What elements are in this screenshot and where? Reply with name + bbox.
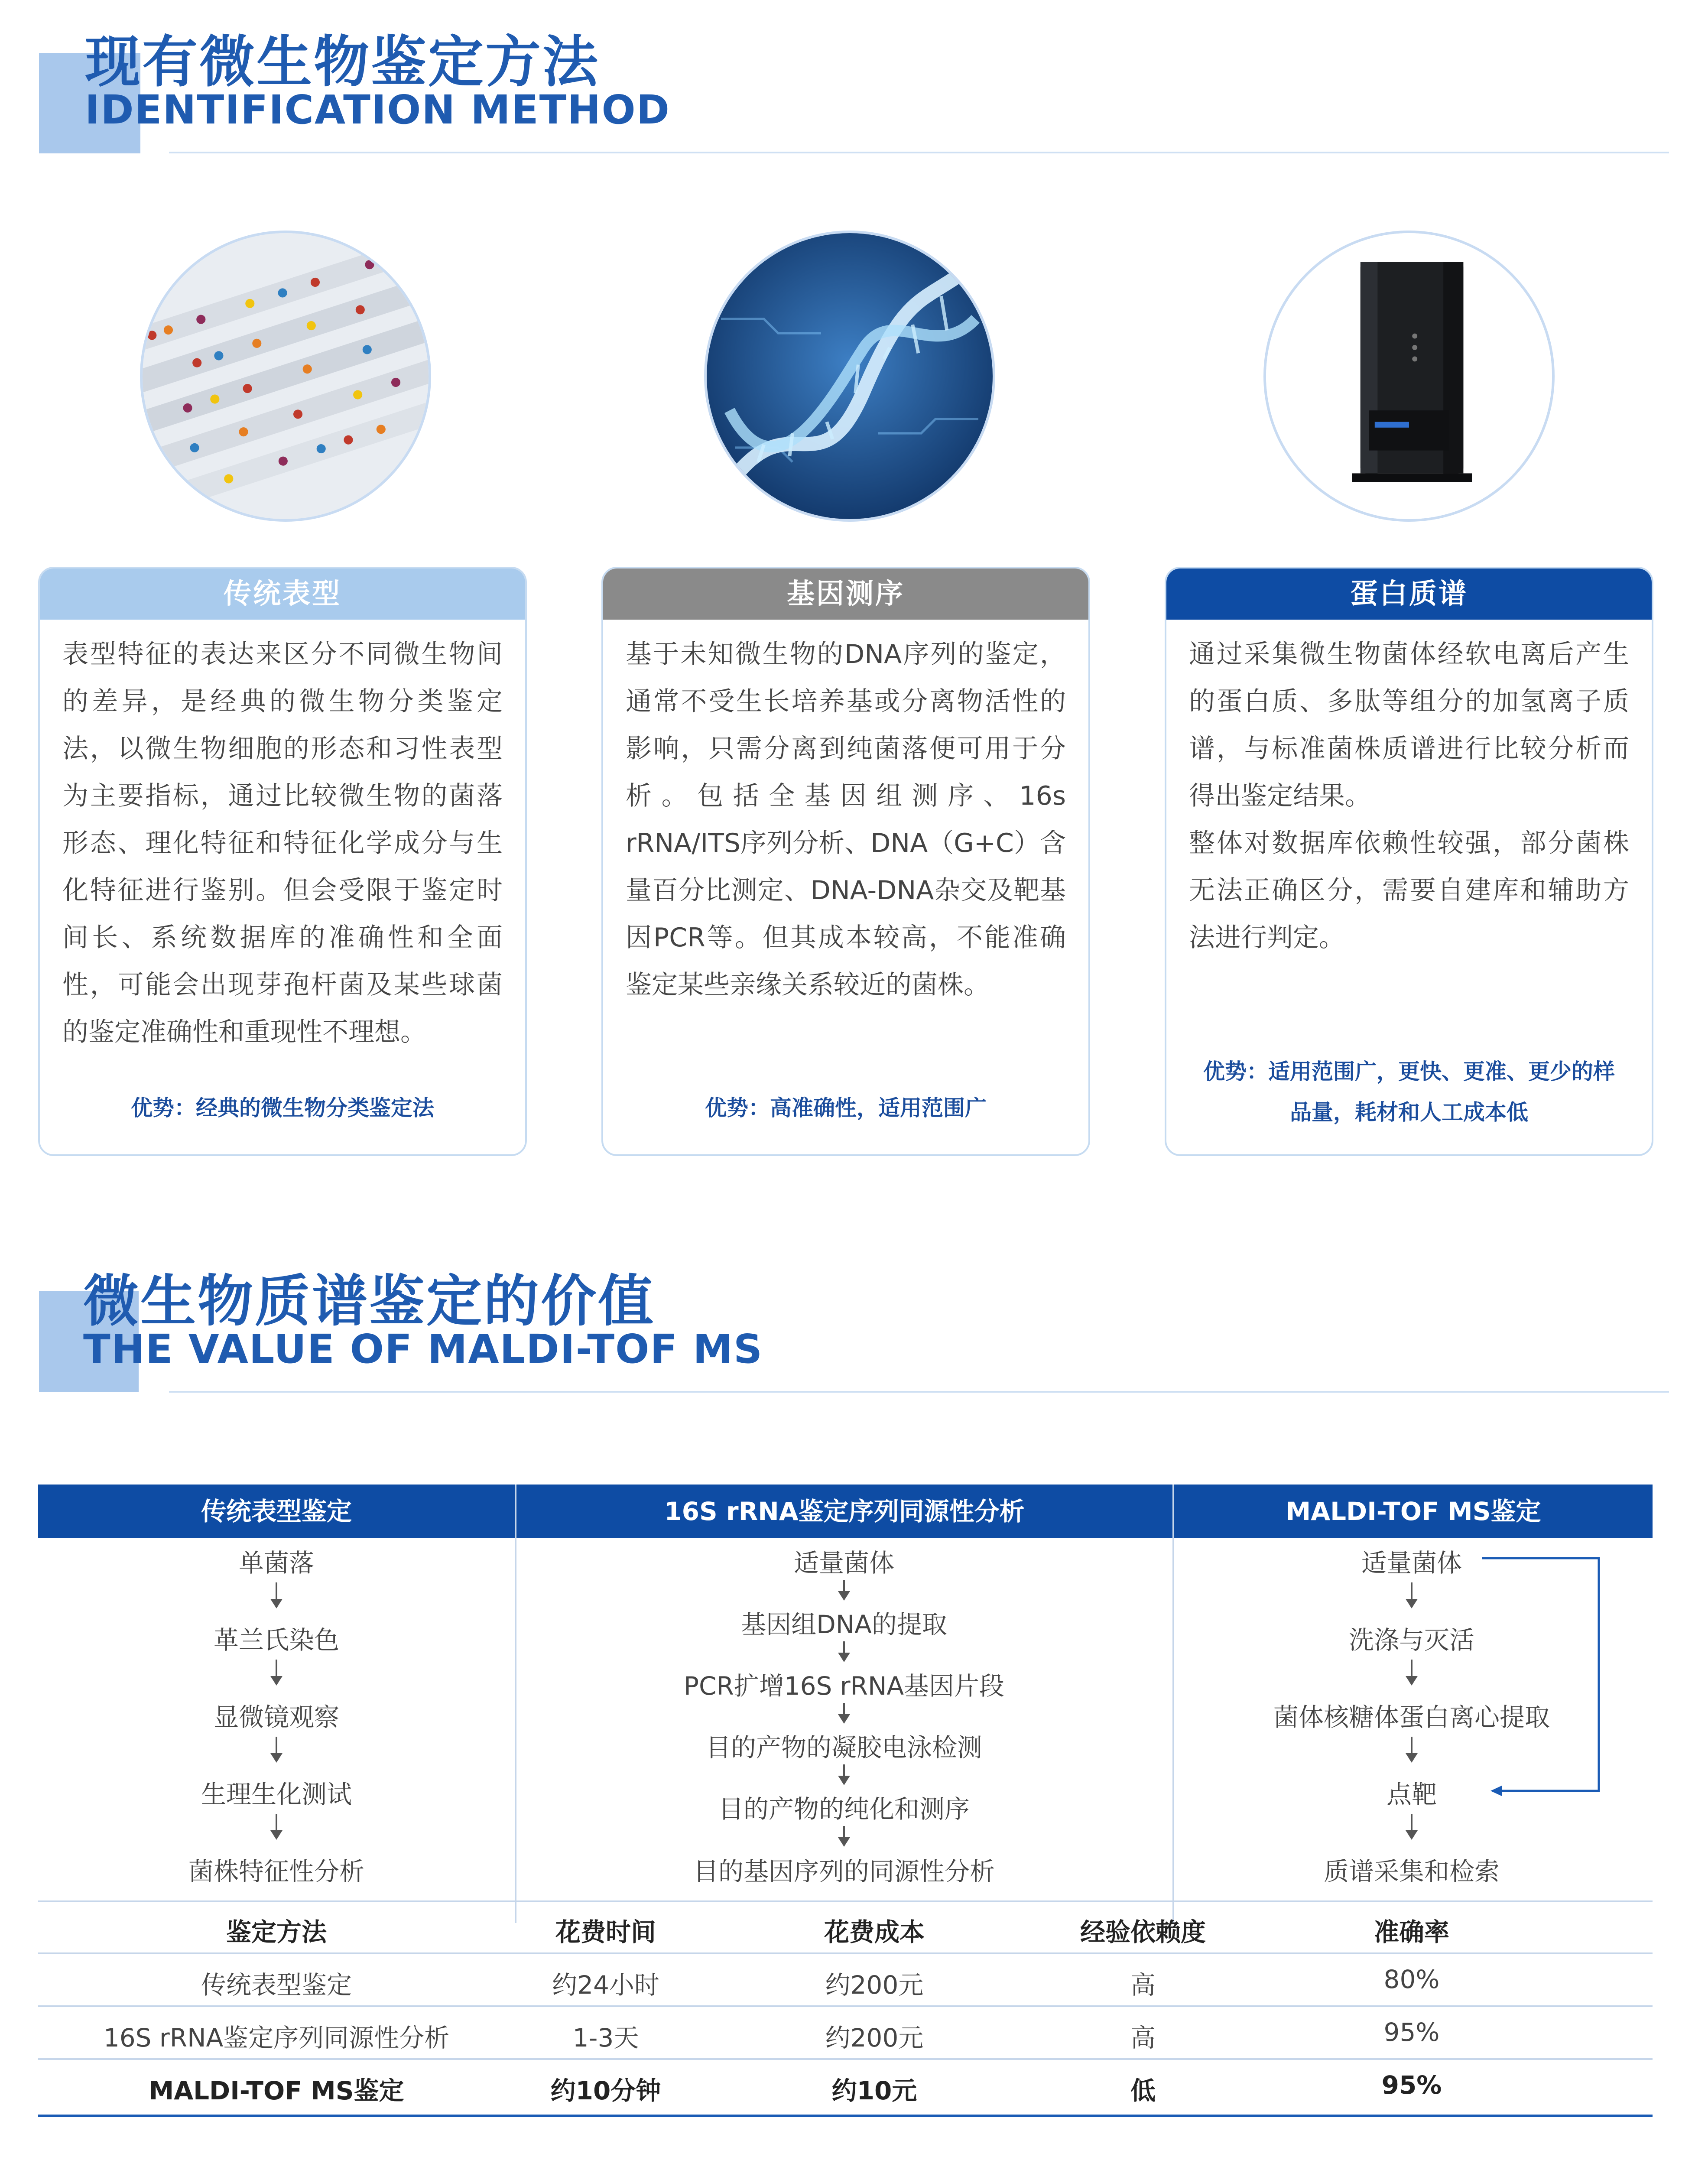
cmp-header-cost: 花费成本 xyxy=(824,1917,925,1947)
p1-step-1: 单菌落 xyxy=(238,1548,315,1578)
mass-spectrometer-image xyxy=(1263,231,1555,522)
process-header-maldi: MALDI-TOF MS鉴定 xyxy=(1174,1485,1653,1538)
p1-step-2: 革兰氏染色 xyxy=(213,1625,340,1655)
p1-arrow-3 xyxy=(276,1737,277,1755)
cmp-r2-accuracy: 95% xyxy=(1383,2017,1440,2047)
p3-step-4: 点靶 xyxy=(1386,1780,1437,1809)
process-divider-1 xyxy=(515,1485,516,1923)
cmp-rule-1 xyxy=(38,1952,1653,1954)
p3-step-2: 洗涤与灭活 xyxy=(1348,1625,1475,1655)
p3-arrow-4 xyxy=(1411,1814,1413,1832)
p1-step-5: 菌株特征性分析 xyxy=(188,1857,365,1886)
cmp-rule-2 xyxy=(38,2005,1653,2007)
p2-step-2: 基因组DNA的提取 xyxy=(741,1610,947,1639)
section1-title-cn: 现有微生物鉴定方法 xyxy=(85,30,600,94)
card-sequencing xyxy=(601,567,1090,1156)
loop-connector xyxy=(1473,1551,1612,1803)
cmp-r1-method: 传统表型鉴定 xyxy=(201,1970,352,2000)
p2-step-4: 目的产物的凝胶电泳检测 xyxy=(705,1733,983,1762)
card-sequencing-advantage: 优势：高准确性，适用范围广 xyxy=(705,1095,987,1121)
p2-arrow-2 xyxy=(843,1641,845,1654)
section2-title-cn: 微生物质谱鉴定的价值 xyxy=(83,1269,656,1334)
cmp-r3-experience: 低 xyxy=(1130,2076,1156,2105)
p3-step-1: 适量菌体 xyxy=(1361,1548,1462,1578)
p3-arrow-2 xyxy=(1411,1660,1413,1678)
card-phenotype-text: 表型特征的表达来区分不同微生物间的差异，是经典的微生物分类鉴定法，以微生物细胞的形态和习性表型为主要指标，通过比较微生物的菌落形态、理化特征和特征化学成分与生化特征进行鉴别。但会受限于鉴定时间长、系统数据库的准确性和全面性，可能会出现芽孢杆菌及某些球菌的鉴定准确性和重现性不理想。 xyxy=(62,639,503,1047)
p1-step-4: 生理生化测试 xyxy=(201,1780,352,1809)
cmp-r1-experience: 高 xyxy=(1130,1970,1156,2000)
p1-step-3: 显微镜观察 xyxy=(213,1702,340,1732)
card-phenotype-title: 传统表型 xyxy=(40,568,525,620)
process-divider-2 xyxy=(1172,1485,1174,1923)
section2-title-en: THE VALUE OF MALDI-TOF MS xyxy=(83,1326,763,1372)
p1-arrow-4 xyxy=(276,1814,277,1832)
card-sequencing-title: 基因测序 xyxy=(603,568,1088,620)
card-protein-ms-text-1: 通过采集微生物菌体经软电离后产生的蛋白质、多肽等组分的加氢离子质谱，与标准菌株质谱进行比较分析而得出鉴定结果。 xyxy=(1189,639,1629,811)
cmp-r1-cost: 约200元 xyxy=(825,1970,924,2000)
dna-helix-image xyxy=(704,231,995,522)
card-protein-ms-body xyxy=(1166,620,1652,962)
p2-step-1: 适量菌体 xyxy=(793,1548,895,1578)
section1-title-en: IDENTIFICATION METHOD xyxy=(85,87,671,133)
test-strips-image xyxy=(140,231,431,522)
cmp-header-method: 鉴定方法 xyxy=(226,1917,327,1947)
card-protein-ms-title: 蛋白质谱 xyxy=(1166,568,1652,620)
card-protein-ms-advantage: 优势：适用范围广，更快、更准、更少的样品量，耗材和人工成本低 xyxy=(1203,1059,1615,1125)
p2-arrow-4 xyxy=(843,1764,845,1777)
cmp-rule-3 xyxy=(38,2058,1653,2060)
p2-step-5: 目的产物的纯化和测序 xyxy=(718,1794,970,1824)
p2-step-3: PCR扩增16S rRNA基因片段 xyxy=(683,1671,1005,1701)
p1-arrow-1 xyxy=(276,1582,277,1601)
process-header-phenotype: 传统表型鉴定 xyxy=(38,1485,515,1538)
card-phenotype xyxy=(38,567,527,1156)
process-header-16s: 16S rRNA鉴定序列同源性分析 xyxy=(516,1485,1172,1538)
cmp-r1-time: 约24小时 xyxy=(552,1970,659,2000)
cmp-header-accuracy: 准确率 xyxy=(1374,1917,1450,1947)
cmp-rule-bottom xyxy=(38,2115,1653,2117)
cmp-header-time: 花费时间 xyxy=(555,1917,656,1947)
card-phenotype-body xyxy=(40,620,525,1056)
section1-divider xyxy=(169,152,1669,153)
p1-arrow-2 xyxy=(276,1660,277,1678)
cmp-r2-cost: 约200元 xyxy=(825,2023,924,2053)
p2-arrow-5 xyxy=(843,1826,845,1839)
p3-step-5: 质谱采集和检索 xyxy=(1323,1857,1500,1886)
cmp-r2-method: 16S rRNA鉴定序列同源性分析 xyxy=(103,2023,450,2053)
card-phenotype-advantage: 优势：经典的微生物分类鉴定法 xyxy=(131,1095,434,1121)
p3-arrow-3 xyxy=(1411,1737,1413,1755)
cmp-r2-experience: 高 xyxy=(1130,2023,1156,2053)
p2-step-6: 目的基因序列的同源性分析 xyxy=(693,1857,995,1886)
cmp-rule-top xyxy=(38,1900,1653,1902)
cmp-r3-time: 约10分钟 xyxy=(550,2076,661,2105)
card-sequencing-text: 基于未知微生物的DNA序列的鉴定，通常不受生长培养基或分离物活性的影响，只需分离到纯菌落便可用于分析。包括全基因组测序、16s rRNA/ITS序列分析、DNA（G+C）含量百分比测定、DNA-DNA杂交及靶基因PCR等。但其成本较高，不能准确鉴定某些亲缘关系较近的菌株。 xyxy=(626,639,1066,1000)
card-sequencing-body xyxy=(603,620,1088,1009)
p2-arrow-3 xyxy=(843,1703,845,1716)
cmp-r3-accuracy: 95% xyxy=(1381,2070,1442,2100)
cmp-r1-accuracy: 80% xyxy=(1383,1965,1440,1994)
cmp-r2-time: 1-3天 xyxy=(572,2023,639,2053)
cmp-r3-method: MALDI-TOF MS鉴定 xyxy=(149,2076,404,2105)
cmp-r3-cost: 约10元 xyxy=(831,2076,917,2105)
section2-divider xyxy=(169,1391,1669,1393)
card-protein-ms-text-2: 整体对数据库依赖性较强，部分菌株无法正确区分，需要自建库和辅助方法进行判定。 xyxy=(1189,828,1629,953)
p3-arrow-1 xyxy=(1411,1582,1413,1601)
p2-arrow-1 xyxy=(843,1580,845,1593)
card-protein-ms xyxy=(1165,567,1653,1156)
cmp-header-experience: 经验依赖度 xyxy=(1080,1917,1206,1947)
p3-step-3: 菌体核糖体蛋白离心提取 xyxy=(1273,1702,1550,1732)
